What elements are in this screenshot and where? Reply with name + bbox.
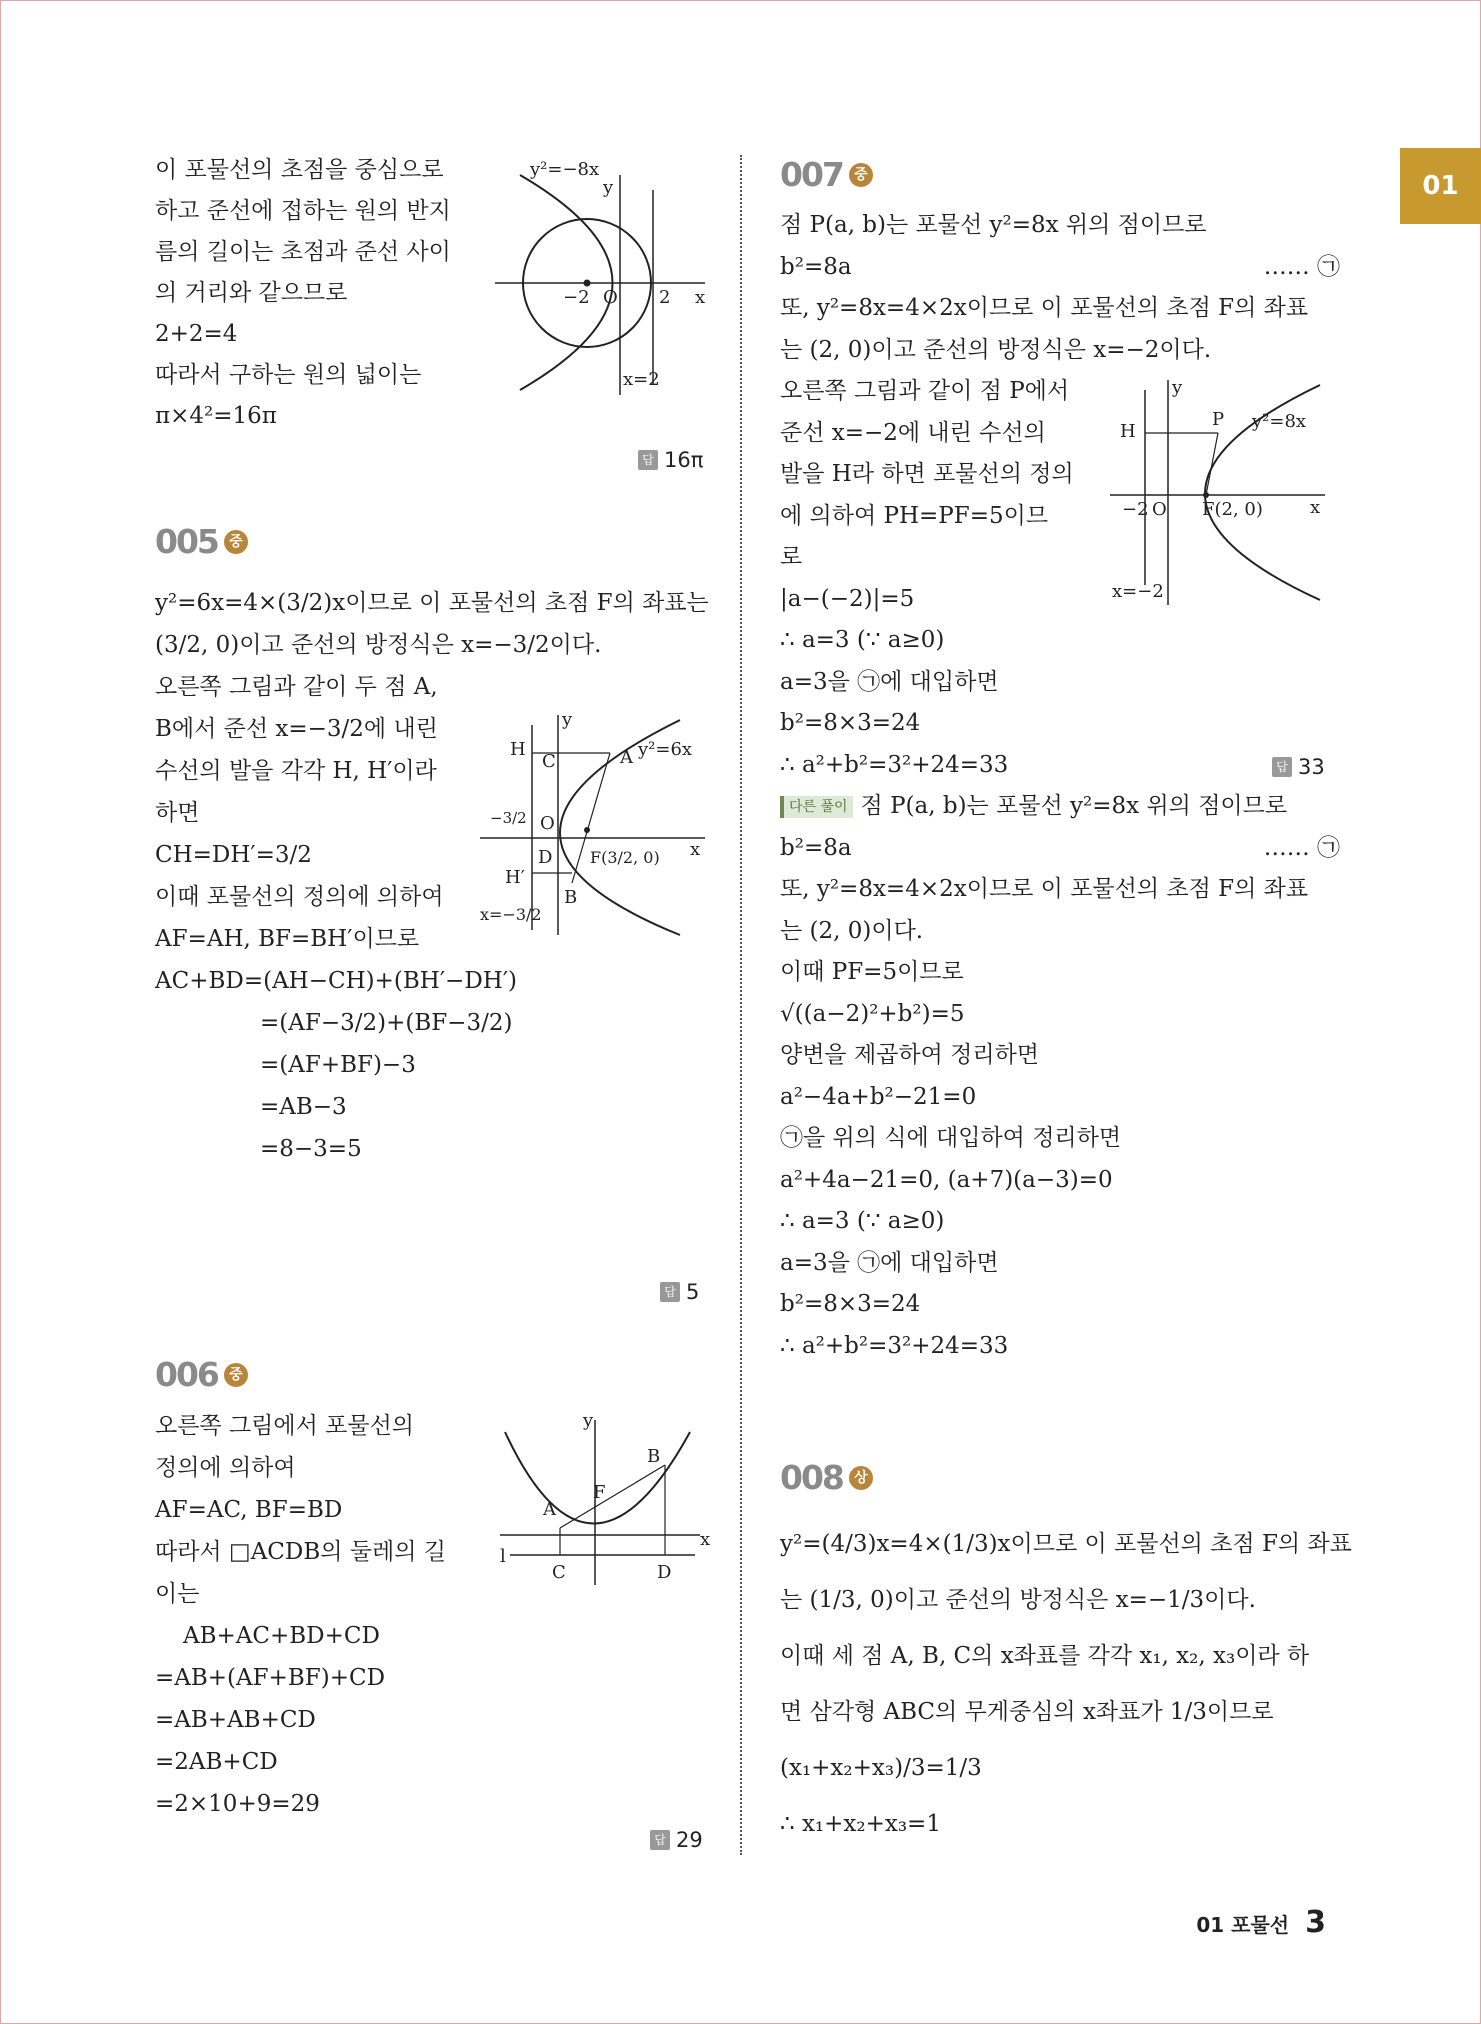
text-line: ∴ a²+b²=3²+24=33 — [780, 1332, 1009, 1359]
page-number: 3 — [1305, 1905, 1326, 1940]
problem-007-number — [780, 155, 873, 194]
text-line: 로 — [780, 544, 803, 570]
text-line: =AB−3 — [260, 1094, 347, 1120]
answer-004 — [638, 448, 703, 472]
parabola — [505, 1432, 690, 1524]
chapter-tab[interactable]: 01 — [1400, 148, 1481, 224]
y-label: y — [1172, 377, 1183, 398]
answer-mark: 답 — [1272, 757, 1292, 777]
alt-line: 점 P(a, b)는 포물선 y²=8x 위의 점이므로 — [860, 793, 1288, 819]
answer-value: 16π — [664, 448, 704, 472]
chord-ab — [560, 1465, 665, 1528]
y-label: y — [562, 709, 573, 730]
y-label: y — [583, 1410, 594, 1431]
text-line: 따라서 구하는 원의 넓이는 — [155, 362, 422, 388]
text-line: 오른쪽 그림과 같이 점 P에서 — [780, 378, 1070, 404]
text-line: =AB+(AF+BF)+CD — [155, 1665, 386, 1691]
text-line: 이때 PF=5이므로 — [780, 959, 964, 985]
f-label: F(3/2, 0) — [590, 848, 660, 867]
text-line: 이 포물선의 초점을 중심으로 — [155, 157, 444, 183]
text-line: a²−4a+b²−21=0 — [780, 1083, 977, 1110]
p-label: P — [1212, 409, 1225, 430]
problem-006-text — [155, 1405, 495, 1825]
text-line: 2+2=4 — [155, 321, 238, 347]
focus-point — [1203, 492, 1209, 498]
h-label: H — [510, 739, 526, 760]
a-label: A — [543, 1499, 556, 1520]
focus-point — [584, 827, 590, 833]
c-label: C — [542, 751, 556, 772]
y-label: y — [603, 177, 614, 198]
text-line: 오른쪽 그림과 같이 두 점 A, — [155, 674, 438, 700]
text-line: 또, y²=8x=4×2x이므로 이 포물선의 초점 F의 좌표 — [780, 876, 1309, 902]
hp-label: H′ — [505, 867, 525, 888]
text-line: √((a−2)²+b²)=5 — [780, 1000, 965, 1027]
text-line: 점 P(a, b)는 포물선 y²=8x 위의 점이므로 — [780, 212, 1207, 238]
x-label: x — [695, 287, 706, 308]
text-line: 정의에 의하여 — [155, 1455, 296, 1481]
text-line: 이는 — [155, 1581, 200, 1607]
curve-label: y²=8x — [1252, 411, 1307, 432]
h-label: H — [1120, 421, 1136, 442]
d-label: D — [538, 847, 553, 868]
f-label: F(2, 0) — [1202, 499, 1263, 520]
text-line: ∴ a=3 (∵ a≥0) — [780, 627, 945, 653]
problem-005-number — [155, 522, 248, 561]
text-line: 이때 포물선의 정의에 의하여 — [155, 884, 444, 910]
f-label: F — [593, 1482, 606, 1503]
neg-label: −2 — [1122, 499, 1149, 520]
text-line: (x₁+x₂+x₃)/3=1/3 — [780, 1755, 982, 1781]
text-line: 오른쪽 그림에서 포물선의 — [155, 1413, 415, 1439]
x-label: x — [1310, 497, 1321, 518]
d-label: D — [657, 1562, 672, 1583]
answer-006 — [650, 1828, 703, 1852]
text-line — [780, 247, 1340, 289]
text-line: 이때 세 점 A, B, C의 x좌표를 각각 x₁, x₂, x₃이라 하 — [780, 1643, 1310, 1669]
figure-005-parabola — [480, 705, 715, 940]
text-line: b²=8×3=24 — [780, 710, 921, 736]
text-line: =2×10+9=29 — [155, 1791, 320, 1817]
neg-label: −3/2 — [490, 809, 527, 827]
text-line: AF=AC, BF=BD — [155, 1497, 343, 1523]
text-line: 름의 길이는 초점과 준선 사이 — [155, 239, 451, 265]
text-line: a=3을 ㉠에 대입하면 — [780, 1249, 999, 1276]
level-badge: 중 — [224, 530, 248, 554]
answer-value: 33 — [1298, 755, 1325, 779]
text-line: 준선 x=−2에 내린 수선의 — [780, 419, 1046, 446]
text-line: 하고 준선에 접하는 원의 반지 — [155, 198, 451, 224]
text-line: AF=AH, BF=BH′이므로 — [155, 926, 420, 952]
text-line: 면 삼각형 ABC의 무게중심의 x좌표가 1/3이므로 — [780, 1699, 1274, 1725]
line-label: x=−2 — [1112, 581, 1164, 602]
text-line: AB+AC+BD+CD — [183, 1623, 380, 1649]
text-line: =AB+AB+CD — [155, 1707, 316, 1733]
number-label: 006 — [155, 1355, 218, 1394]
text-line: 또, y²=8x=4×2x이므로 이 포물선의 초점 F의 좌표 — [780, 295, 1309, 321]
text-line: B에서 준선 x=−3/2에 내린 — [155, 716, 438, 742]
text-line: 하면 — [155, 800, 200, 826]
segment-pf — [1206, 433, 1218, 495]
x-label: x — [700, 1529, 711, 1550]
problem-006-number — [155, 1355, 248, 1394]
level-badge: 상 — [849, 1466, 873, 1490]
answer-value: 29 — [676, 1828, 703, 1852]
figure-004-circle-parabola — [495, 155, 715, 405]
curve-label: y²=−8x — [530, 159, 600, 180]
c-label: C — [552, 1562, 566, 1583]
text-line: AC+BD=(AH−CH)+(BH′−DH′) — [155, 968, 518, 994]
text-line: 는 (2, 0)이고 준선의 방정식은 x=−2이다. — [780, 336, 1212, 363]
text-line: 따라서 □ACDB의 둘레의 길 — [155, 1539, 446, 1565]
text-line: |a−(−2)|=5 — [780, 585, 915, 612]
number-label: 007 — [780, 155, 843, 194]
answer-mark: 답 — [638, 450, 658, 470]
text-line: =(AF−3/2)+(BF−3/2) — [260, 1010, 513, 1036]
text-line: 의 거리와 같으므로 — [155, 280, 348, 306]
x-label: x — [690, 839, 701, 860]
text-line: ∴ x₁+x₂+x₃=1 — [780, 1811, 941, 1837]
text-line: =(AF+BF)−3 — [260, 1052, 416, 1078]
text-line: 는 (1/3, 0)이고 준선의 방정식은 x=−1/3이다. — [780, 1587, 1256, 1613]
line-label: x=−3/2 — [480, 905, 542, 924]
figure-007-parabola — [1110, 375, 1340, 610]
origin-label: O — [603, 287, 618, 308]
equation-mark: …… ㉠ — [1263, 834, 1340, 861]
page-footer — [1196, 1905, 1326, 1940]
pos-label: 2 — [659, 287, 671, 308]
b-label: B — [647, 1446, 661, 1467]
a-label: A — [620, 747, 633, 768]
level-badge: 중 — [849, 163, 873, 187]
text-line: =2AB+CD — [155, 1749, 278, 1775]
text-line: 는 (2, 0)이다. — [780, 917, 924, 944]
text-line: =8−3=5 — [260, 1136, 362, 1162]
alt-solution-tag: 다른 풀이 — [780, 796, 853, 818]
text-line: a=3을 ㉠에 대입하면 — [780, 668, 999, 695]
answer-007 — [1272, 755, 1325, 779]
text-line: ∴ a=3 (∵ a≥0) — [780, 1208, 945, 1234]
equation-mark: …… ㉠ — [1263, 253, 1340, 280]
origin-label: O — [540, 813, 555, 834]
answer-value: 5 — [686, 1280, 700, 1304]
text-line: ㉠을 위의 식에 대입하여 정리하면 — [780, 1125, 1122, 1151]
problem-008-text — [780, 1516, 1352, 1852]
text-line — [780, 786, 1340, 828]
neg-label: −2 — [563, 287, 590, 308]
figure-006-parabola — [495, 1410, 715, 1590]
text-line: ∴ a²+b²=3²+24=33 — [780, 751, 1009, 778]
number-label: 008 — [780, 1458, 843, 1497]
text-line: (3/2, 0)이고 준선의 방정식은 x=−3/2이다. — [155, 632, 602, 658]
text-line: π×4²=16π — [155, 403, 277, 429]
text-line: 수선의 발을 각각 H, H′이라 — [155, 758, 437, 784]
text-line: a²+4a−21=0, (a+7)(a−3)=0 — [780, 1166, 1113, 1193]
problem-008-number — [780, 1458, 873, 1497]
text-line: b²=8×3=24 — [780, 1291, 921, 1317]
answer-005 — [660, 1280, 699, 1304]
l-label: l — [500, 1546, 506, 1567]
curve-label: y²=6x — [638, 739, 693, 760]
equation: b²=8a — [780, 834, 852, 861]
level-badge: 중 — [224, 1363, 248, 1387]
b-label: B — [564, 887, 578, 908]
problem-004-text — [155, 150, 485, 437]
answer-mark: 답 — [650, 1830, 670, 1850]
text-line: y²=(4/3)x=4×(1/3)x이므로 이 포물선의 초점 F의 좌표 — [780, 1531, 1352, 1557]
text-line: 양변을 제곱하여 정리하면 — [780, 1042, 1040, 1068]
line-label: x=2 — [623, 369, 660, 390]
text-line: CH=DH′=3/2 — [155, 842, 312, 868]
text-line: 발을 H라 하면 포물선의 정의 — [780, 461, 1074, 487]
origin-label: O — [1152, 499, 1167, 520]
column-divider — [740, 155, 742, 1855]
text-line: 에 의하여 PH=PF=5이므 — [780, 502, 1049, 529]
number-label: 005 — [155, 522, 218, 561]
text-line — [780, 828, 1340, 870]
answer-mark: 답 — [660, 1282, 680, 1302]
equation: b²=8a — [780, 253, 852, 280]
text-line: y²=6x=4×(3/2)x이므로 이 포물선의 초점 F의 좌표는 — [155, 590, 709, 616]
chapter-title: 01 포물선 — [1196, 1913, 1290, 1937]
focus-point — [584, 280, 591, 287]
